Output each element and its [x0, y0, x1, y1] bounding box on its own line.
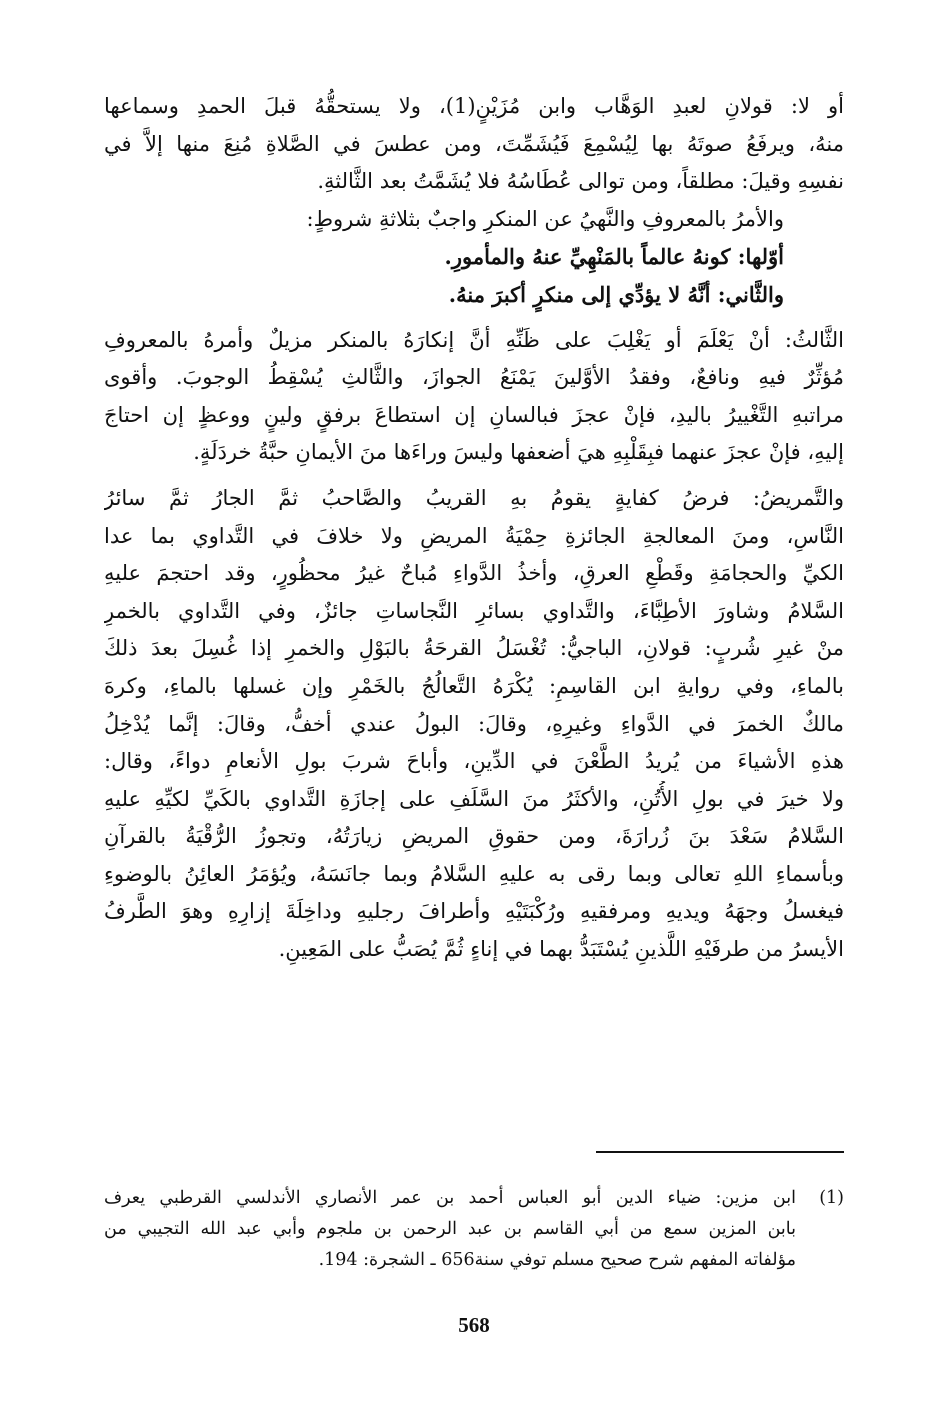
page-number: 568 — [458, 1313, 490, 1337]
text-line: والثَّاني: أنَّهُ لا يؤدِّي إلى منكرٍ أكبرَ منهُ. — [448, 281, 784, 307]
text-line: نفسِهِ وقيلَ: مطلقاً، ومن توالى عُطَاسُهُ فلا يُشَمَّتُ بعد الثَّالثةِ. — [317, 169, 844, 194]
text-line: إليهِ، فإنْ عجزَ عنهما فبِقَلْبِهِ هيَ أضعفها وليسَ وراءَها منَ الأيمانِ حبَّةُ خردَلَةٍ. — [193, 440, 844, 465]
text-line: فيغسلُ وجهَهُ ويديهِ ومرفقيهِ ورُكْبَتَيْهِ وأطرافَ رجليهِ وداخِلَةَ إزارِهِ وهوَ الطَّرفُ — [104, 899, 844, 924]
text-line: مراتبهِ التَّغْييرُ باليدِ، فإنْ عجزَ فبالسانِ إن استطاعَ برفقٍ ولينٍ ووعظٍ إن احتاجَ — [104, 402, 844, 427]
text-line: والتَّمريضُ: فرضُ كفايةٍ يقومُ بهِ القريبُ والصَّاحبُ ثمَّ الجارُ ثمَّ سائرُ — [104, 485, 844, 510]
footnote-line — [104, 1183, 844, 1214]
main-text — [104, 88, 844, 969]
text-line: السَّلامُ سَعْدَ بنَ زُرارَةَ، ومن حقوقِ المريضِ زيارَتُهُ، وتجوزُ الرُّقْيَةُ بالقرآنِ — [104, 824, 844, 849]
text-line: منهُ، ويرفَعُ صوتَهُ بها لِيُسْمِعَ فَيُشَمِّتَ، ومن عطسَ في الصَّلاةِ مُنِعَ منها إلاَّ في — [104, 131, 844, 156]
footnote-divider — [596, 1151, 844, 1153]
text-line: الثَّالثُ: أنْ يَعْلَمَ أو يَغْلِبَ على ظَنِّهِ أنَّ إنكارَهُ بالمنكر مزيلٌ وأمرهُ بالمعروفِ — [104, 327, 844, 352]
footnote-marker: (1) — [819, 1188, 844, 1208]
text-line: الكيِّ والحجامَةِ وقَطْعِ العرقِ، وأخذُ الدَّواءِ مُباحٌ غيرُ محظُورٍ، وقد احتجمَ عليهِ — [104, 561, 844, 586]
text-line: السَّلامُ وشاورَ الأطِبَّاءَ، والتَّداوي بسائرِ النَّجاساتِ جائزٌ، وفي التَّداوي بالخمرِ — [104, 598, 844, 623]
footnote-text: ابن مزين: ضياء الدين أبو العباس أحمد بن عمر الأنصاري الأندلسي القرطبي يعرف — [104, 1188, 796, 1208]
text-line: والأمرُ بالمعروفِ والنَّهيُ عن المنكرِ واجبٌ بثلاثةِ شروطٍ: — [306, 206, 784, 231]
text-line: وبأسماءِ اللهِ تعالى وبما رقى به عليهِ السَّلامُ وبما جانَسَهُ، ويُؤمَرُ العائِنُ بالوضوءِ — [104, 861, 844, 886]
text-line: مُؤثِّرٌ فيهِ ونافعٌ، وفقدُ الأوَّلينَ يَمْنَعُ الجوازَ، والثَّالثِ يُسْقِطُ الوجوبَ. وأقوى — [104, 365, 844, 390]
text-line: مالكٌ الخمرَ في الدَّواءِ وغيرِهِ، وقالَ: البولُ عندي أخفُّ، وقالَ: إنَّما يُدْخِلُ — [104, 711, 844, 736]
text-line: الأيسرُ من طرفَيْهِ اللَّذينِ يُسْتَبَدُّ بهما في إناءٍ ثُمَّ يُصَبُّ على المَعِينِ. — [278, 937, 844, 962]
text-line: منْ غيرِ شُربٍ: قولانِ، الباجيُّ: تُغْسَلُ القرحَةُ بالبَوْلِ والخمرِ إذا غُسِلَ بعدَ ذلكَ — [104, 636, 844, 661]
footnotes — [104, 1183, 844, 1276]
text-line: بالماءِ، وفي روايةِ ابن القاسِمِ: يُكْرَهُ التَّعالُجُ بالخَمْرِ وإن غسلها بالماءِ، وكرهَ — [104, 673, 844, 698]
text-line: النَّاسِ، ومنَ المعالجةِ الجائزةِ حِمْيَةُ المريضِ ولا خلافَ في التَّداوي بما عدا — [104, 523, 844, 548]
text-line: هذهِ الأشياءَ من يُريدُ الطَّعْنَ في الدِّينِ، وأباحَ شربَ بولِ الأنعامِ دواءً، وقال: — [104, 749, 844, 774]
text-line: أو لا: قولانِ لعبدِ الوَهَّاب وابن مُزَيْنٍ(1)، ولا يستحقُّهُ قبلَ الحمدِ وسماعها — [104, 94, 844, 118]
text-line: أوّلها: كونهُ عالماً بالمَنْهِيِّ عنهُ والمأمورِ. — [444, 244, 784, 270]
text-line: ولا خيرَ في بولِ الأُتُنِ، والأكثَرُ منَ السَّلَفِ على إجازَةِ التَّداوي بالكَيِّ لكيِّهِ عليهِ — [104, 786, 844, 811]
footnote-line: بابن المزين سمع من أبي القاسم بن عبد الرحمن بن ملجوم وأبي عبد الله التجيبي من — [104, 1219, 796, 1239]
footnote-line: مؤلفاته المفهم شرح صحيح مسلم توفي سنة656 ـ الشجرة: 194. — [318, 1250, 796, 1270]
